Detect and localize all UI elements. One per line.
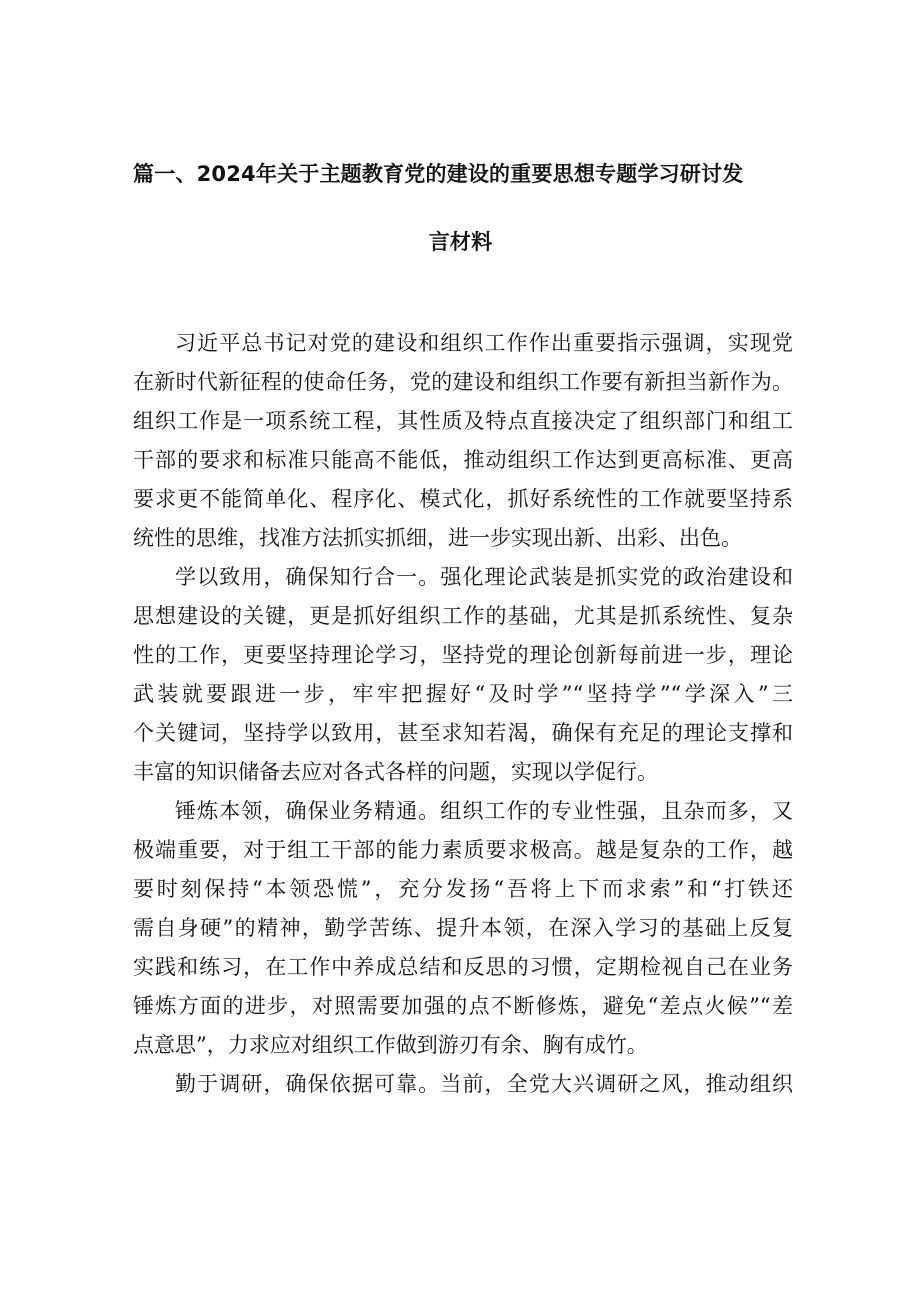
document-title-line-1: 篇一、2024年关于主题教育党的建设的重要思想专题学习研讨发 — [133, 162, 744, 186]
paragraph-3-line-4: 需自身硬”的精神，勤学苦练、提升本领，在深入学习的基础上反复 — [133, 916, 793, 940]
paragraph-1-line-3: 组织工作是一项系统工程，其性质及特点直接决定了组织部门和组工 — [133, 409, 793, 433]
paragraph-1-line-2: 在新时代新征程的使命任务，党的建设和组织工作要有新担当新作为。 — [133, 370, 793, 394]
paragraph-1-line-4: 干部的要求和标准只能高不能低，推动组织工作达到更高标准、更高 — [133, 448, 793, 472]
paragraph-2-line-5: 个关键词，坚持学以致用，甚至求知若渴，确保有充足的理论支撑和 — [133, 721, 793, 745]
document-title-line-2: 言材料 — [428, 230, 493, 254]
paragraph-3-line-6: 锤炼方面的进步，对照需要加强的点不断修炼，避免“差点火候”“差 — [133, 994, 793, 1018]
paragraph-2-line-1: 学以致用，确保知行合一。强化理论武装是抓实党的政治建设和 — [175, 565, 793, 589]
document-body — [133, 324, 793, 1104]
paragraph-2-line-4: 武装就要跟进一步，牢牢把握好“及时学”“坚持学”“学深入”三 — [133, 682, 793, 706]
paragraph-3-line-1: 锤炼本领，确保业务精通。组织工作的专业性强，且杂而多，又 — [175, 799, 793, 823]
paragraph-1-line-5: 要求更不能简单化、程序化、模式化，抓好系统性的工作就要坚持系 — [133, 487, 793, 511]
paragraph-3-line-2: 极端重要，对于组工干部的能力素质要求极高。越是复杂的工作，越 — [133, 838, 793, 862]
paragraph-3-line-7: 点意思”，力求应对组织工作做到游刃有余、胸有成竹。 — [133, 1033, 648, 1057]
paragraph-4-line-1: 勤于调研，确保依据可靠。当前，全党大兴调研之风，推动组织 — [175, 1072, 793, 1096]
paragraph-3-line-3: 要时刻保持“本领恐慌”，充分发扬“吾将上下而求索”和“打铁还 — [133, 877, 793, 901]
paragraph-2-line-3: 性的工作，更要坚持理论学习，坚持党的理论创新每前进一步，理论 — [133, 643, 793, 667]
paragraph-2-line-2: 思想建设的关键，更是抓好组织工作的基础，尤其是抓系统性、复杂 — [133, 604, 793, 628]
paragraph-1-line-6: 统性的思维，找准方法抓实抓细，进一步实现出新、出彩、出色。 — [133, 526, 742, 550]
paragraph-3-line-5: 实践和练习，在工作中养成总结和反思的习惯，定期检视自己在业务 — [133, 955, 793, 979]
paragraph-2-line-6: 丰富的知识储备去应对各式各样的问题，实现以学促行。 — [133, 760, 658, 784]
paragraph-1-line-1: 习近平总书记对党的建设和组织工作作出重要指示强调，实现党 — [175, 331, 793, 355]
